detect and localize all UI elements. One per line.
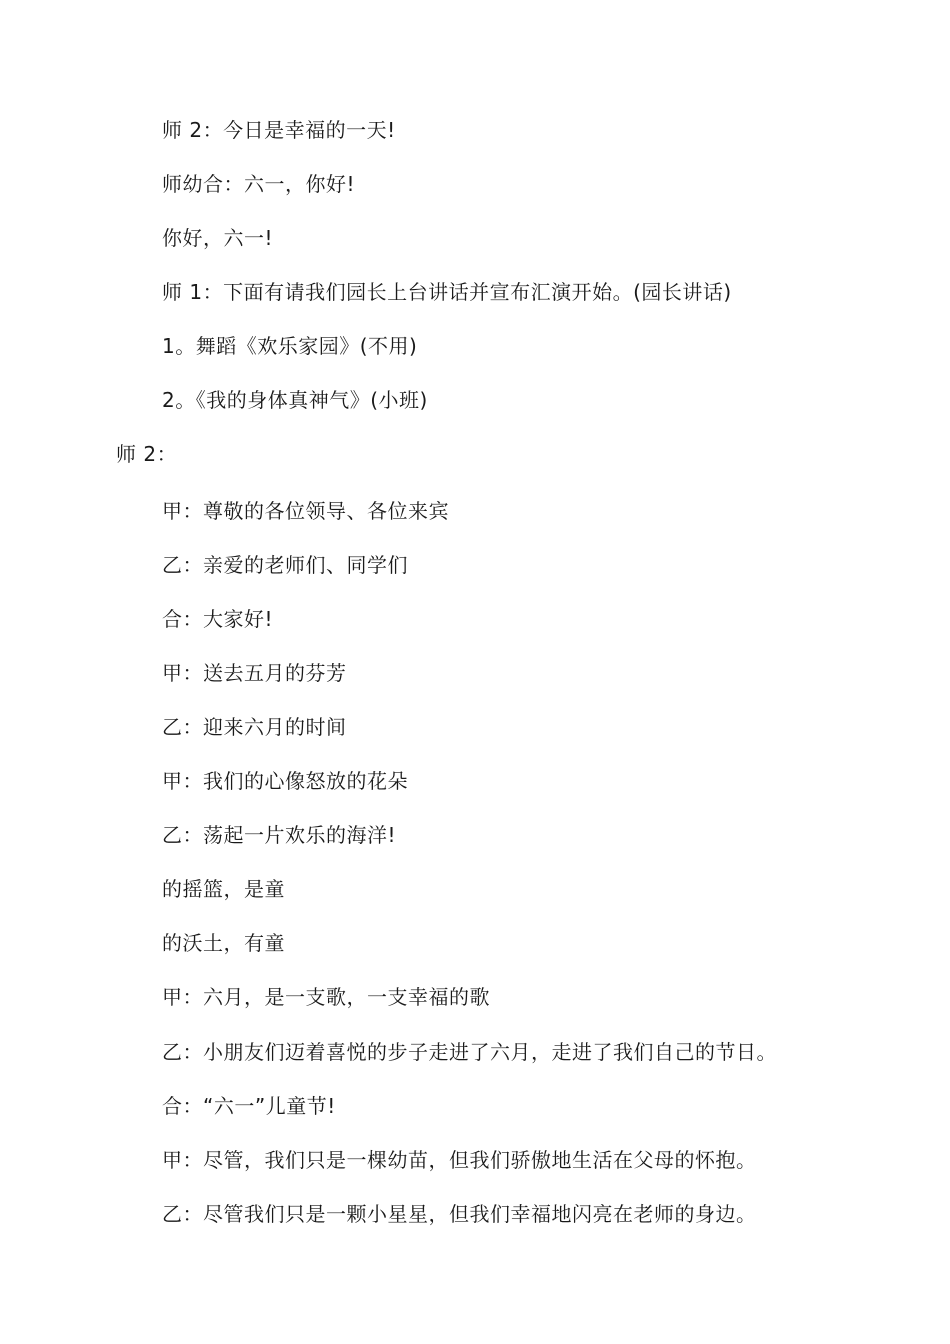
text-line: 师幼合：六一，你好! xyxy=(162,172,356,196)
text-line: 合：大家好! xyxy=(162,607,274,631)
section-heading: 师 2： xyxy=(116,442,178,466)
text-line: 师 2：今日是幸福的一天! xyxy=(162,118,396,142)
text-line: 乙：迎来六月的时间 xyxy=(162,715,347,739)
text-line: 甲：我们的心像怒放的花朵 xyxy=(162,769,408,793)
text-line: 合：“六一”儿童节! xyxy=(162,1094,336,1118)
text-line: 甲：尊敬的各位领导、各位来宾 xyxy=(162,499,449,523)
text-line: 的沃土，有童 xyxy=(162,931,285,955)
text-line: 的摇篮，是童 xyxy=(162,877,285,901)
text-line: 乙：荡起一片欢乐的海洋! xyxy=(162,823,397,847)
text-line: 甲：送去五月的芬芳 xyxy=(162,661,347,685)
text-line: 乙：尽管我们只是一颗小星星，但我们幸福地闪亮在老师的身边。 xyxy=(162,1202,757,1226)
text-line: 甲：尽管，我们只是一棵幼苗，但我们骄傲地生活在父母的怀抱。 xyxy=(162,1148,757,1172)
text-line: 你好，六一! xyxy=(162,226,274,250)
text-line: 甲：六月，是一支歌，一支幸福的歌 xyxy=(162,985,490,1009)
text-line: 师 1：下面有请我们园长上台讲话并宣布汇演开始。(园长讲话) xyxy=(162,280,732,304)
text-line: 1。舞蹈《欢乐家园》(不用) xyxy=(162,334,418,358)
text-line: 2。《我的身体真神气》(小班) xyxy=(162,388,428,412)
text-line: 乙：亲爱的老师们、同学们 xyxy=(162,553,408,577)
text-line: 乙：小朋友们迈着喜悦的步子走进了六月，走进了我们自己的节日。 xyxy=(162,1040,777,1064)
